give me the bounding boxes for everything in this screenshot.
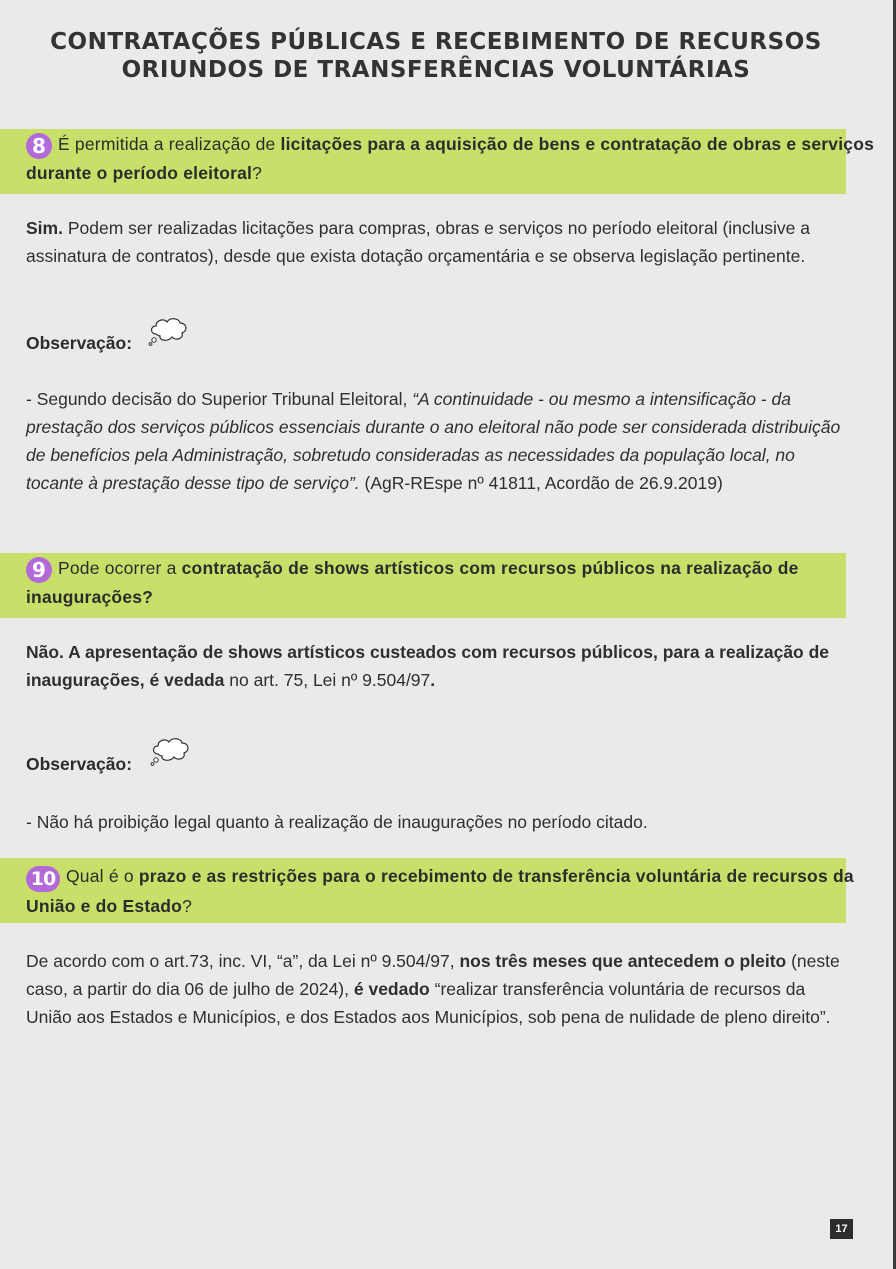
question-number-badge: 9 <box>26 557 52 583</box>
page-number: 17 <box>830 1219 853 1239</box>
observation-8-text: - Segundo decisão do Superior Tribunal Eleitoral, “A continuidade - ou mesmo a intensificação - da prestação dos serviços públicos essenciais durante o ano eleitoral não pode ser considerada distribuição de benefícios pela Administração, sobretudo consideradas as necessidades da população local, no tocante à prestação desse tipo de serviço”. (AgR-REspe nº 41811, Acordão de 26.9.2019) <box>26 389 841 493</box>
observation-label: Observação: <box>26 333 133 353</box>
title-line-1: CONTRATAÇÕES PÚBLICAS E RECEBIMENTO DE RECURSOS <box>50 29 822 55</box>
question-number-badge: 10 <box>26 866 60 892</box>
question-number-badge: 8 <box>26 133 52 159</box>
question-8-text: 8 É permitida a realização de licitações para a aquisição de bens e contratação de obras e serviços durante o período eleitoral? <box>26 134 875 183</box>
title-line-2: ORIUNDOS DE TRANSFERÊNCIAS VOLUNTÁRIAS <box>121 57 751 83</box>
observation-label: Observação: <box>26 754 133 774</box>
answer-9: Não. A apresentação de shows artísticos custeados com recursos públicos, para a realização de inaugurações, é vedada no art. 75, Lei nº 9.504/97. <box>26 642 830 690</box>
thought-cloud-icon <box>148 314 190 350</box>
question-9-text: 9 Pode ocorrer a contratação de shows artísticos com recursos públicos na realização de inaugurações? <box>26 558 799 607</box>
question-10-text: 10 Qual é o prazo e as restrições para o recebimento de transferência voluntária de recursos da União e do Estado? <box>26 866 854 916</box>
answer-8: Sim. Podem ser realizadas licitações para compras, obras e serviços no período eleitoral (inclusive a assinatura de contratos), desde que exista dotação orçamentária e se observa legislação pertinente. <box>26 218 810 266</box>
answer-10: De acordo com o art.73, inc. VI, “a”, da Lei nº 9.504/97, nos três meses que antecedem o pleito (neste caso, a partir do dia 06 de julho de 2024), é vedado “realizar transferência voluntária de recursos da União aos Estados e Municípios, e dos Estados aos Municípios, sob pena de nulidade de pleno direito”. <box>26 951 840 1027</box>
page-title <box>0 28 872 84</box>
observation-9-text: - Não há proibição legal quanto à realização de inaugurações no período citado. <box>26 812 648 832</box>
thought-cloud-icon <box>150 734 192 770</box>
